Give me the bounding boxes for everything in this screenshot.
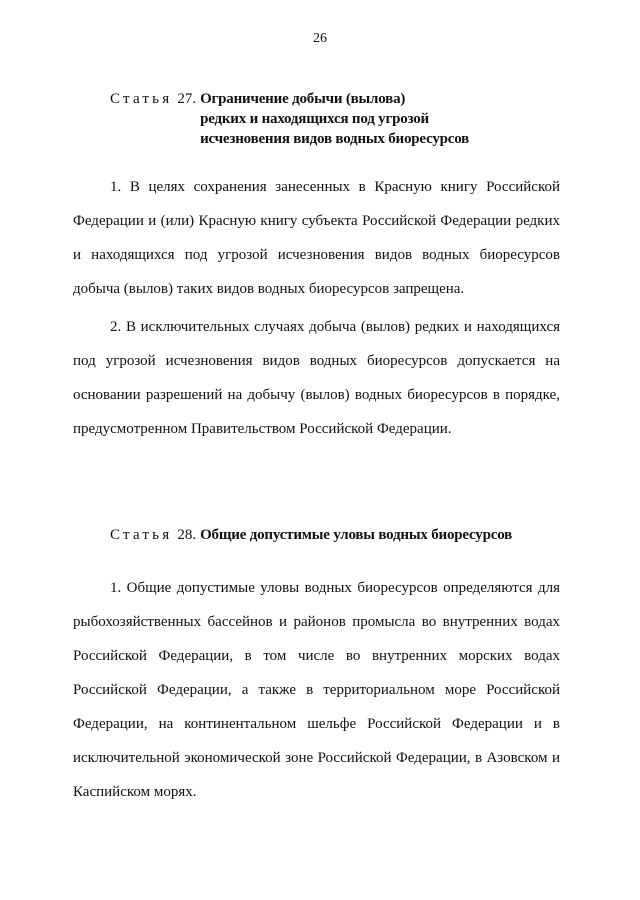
article-title-line: исчезновения видов водных биоресурсов — [200, 131, 470, 147]
page-number: 26 — [313, 31, 327, 46]
article-27-heading — [110, 89, 469, 149]
article-number: 27. — [177, 91, 197, 107]
article-28-paragraph-1: 1. Общие допустимые уловы водных биоресурсов определяются для рыбохозяйственных бассейнов и районов промысла во внутренних водах Российской Федерации, в том числе во внутренних морских водах Российской Федерации, а также в территориальном море Российской Федерации, на континентальном шельфе Российской Федерации и в исключительной экономической зоне Российской Федерации, в Азовском и Каспийском морях. — [73, 580, 560, 800]
article-27-title — [200, 89, 469, 149]
article-27-paragraph-2: 2. В исключительных случаях добыча (вылов) редких и находящихся под угрозой исчезновения видов водных биоресурсов допускается на основании разрешений на добычу (вылов) водных биоресурсов в порядке, предусмотренном Правительством Российской Федерации. — [73, 319, 560, 437]
article-title-line: редких и находящихся под угрозой — [200, 111, 430, 127]
article-label: Статья — [110, 91, 173, 107]
article-number: 28. — [177, 527, 197, 543]
article-label: Статья — [110, 527, 173, 543]
article-28-heading — [110, 525, 512, 545]
article-28-title — [200, 525, 512, 545]
article-27-paragraph-1: 1. В целях сохранения занесенных в Красную книгу Российской Федерации и (или) Красную книгу субъекта Российской Федерации редких и находящихся под угрозой исчезновения видов водных биоресурсов добыча (вылов) таких видов водных биоресурсов запрещена. — [73, 179, 560, 297]
article-title-line: Общие допустимые уловы водных биоресурсов — [200, 527, 513, 543]
article-title-line: Ограничение добычи (вылова) — [200, 91, 406, 107]
